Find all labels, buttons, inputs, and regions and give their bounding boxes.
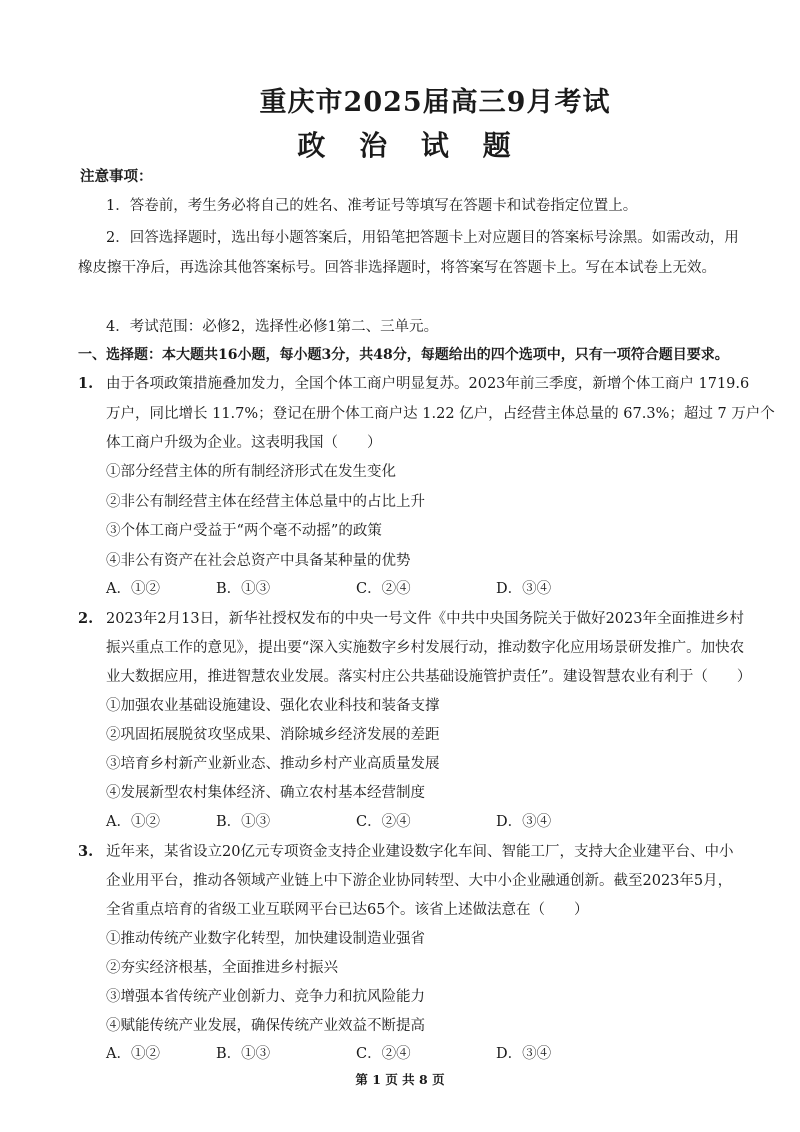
page-subtitle: 政 治 试 题 — [297, 129, 523, 162]
notes-heading: 注意事项： — [80, 168, 153, 185]
question-stem-line: 万户，同比增长 11.7%；登记在册个体工商户达 1.22 亿户，占经营主体总量的 67.3%；超过 7 万户个 — [106, 406, 775, 422]
note-4: 4．考试范围：必修2，选择性必修1第二、三单元。 — [106, 319, 439, 335]
question-number: 2. — [78, 610, 94, 627]
page-title: 重庆市2025届高三9月考试 — [259, 87, 611, 118]
statement-item: ③培育乡村新产业新业态、推动乡村产业高质量发展 — [106, 756, 440, 772]
note-2-line-2: 橡皮擦干净后，再选涂其他答案标号。回答非选择题时，将答案写在答题卡上。写在本试卷上无效。 — [78, 260, 716, 276]
statement-item: ④非公有资产在社会总资产中具备某种量的优势 — [106, 553, 411, 569]
question-stem-line: 全省重点培育的省级工业互联网平台已达65个。该省上述做法意在（ ） — [106, 902, 589, 918]
answer-option-d: D．③④ — [496, 581, 552, 597]
question-stem-line: 近年来，某省设立20亿元专项资金支持企业建设数字化车间、智能工厂，支持大企业建平台、中小 — [106, 844, 734, 860]
answer-option-c: C．②④ — [356, 581, 411, 597]
answer-option-c: C．②④ — [356, 814, 411, 830]
answer-option-a: A．①② — [106, 581, 160, 597]
statement-item: ③个体工商户受益于“两个毫不动摇”的政策 — [106, 523, 382, 539]
answer-option-d: D．③④ — [496, 814, 552, 830]
statement-item: ②非公有制经营主体在经营主体总量中的占比上升 — [106, 494, 425, 510]
statement-item: ①推动传统产业数字化转型，加快建设制造业强省 — [106, 931, 425, 947]
question-stem-line: 振兴重点工作的意见》，提出要“深入实施数字乡村发展行动，推动数字化应用场景研发推广。加快农 — [106, 640, 745, 656]
answer-option-a: A．①② — [106, 1046, 160, 1062]
note-1: 1．答卷前，考生务必将自己的姓名、准考证号等填写在答题卡和试卷指定位置上。 — [106, 198, 638, 214]
statement-item: ②巩固拓展脱贫攻坚成果、消除城乡经济发展的差距 — [106, 727, 440, 743]
section-heading: 一、选择题：本大题共16小题，每小题3分，共48分，每题给出的四个选项中，只有一项符合题目要求。 — [78, 347, 729, 363]
answer-option-d: D．③④ — [496, 1046, 552, 1062]
statement-item: ①部分经营主体的所有制经济形式在发生变化 — [106, 464, 396, 480]
answer-option-b: B．①③ — [216, 814, 271, 830]
question-stem-line: 2023年2月13日，新华社授权发布的中央一号文件《中共中央国务院关于做好2023年全面推进乡村 — [106, 611, 744, 627]
answer-option-c: C．②④ — [356, 1046, 411, 1062]
note-2-line-1: 2．回答选择题时，选出每小题答案后，用铅笔把答题卡上对应题目的答案标号涂黑。如需改动，用 — [106, 230, 739, 246]
question-stem-line: 由于各项政策措施叠加发力，全国个体工商户明显复苏。2023年前三季度，新增个体工商户 1719.6 — [106, 376, 750, 392]
statement-item: ④发展新型农村集体经济、确立农村基本经营制度 — [106, 785, 425, 801]
page-footer: 第 1 页 共 8 页 — [355, 1072, 445, 1087]
statement-item: ①加强农业基础设施建设、强化农业科技和装备支撑 — [106, 698, 440, 714]
question-stem-line: 体工商户升级为企业。这表明我国（ ） — [106, 435, 382, 451]
statement-item: ③增强本省传统产业创新力、竞争力和抗风险能力 — [106, 989, 425, 1005]
answer-option-b: B．①③ — [216, 581, 271, 597]
answer-option-a: A．①② — [106, 814, 160, 830]
answer-option-b: B．①③ — [216, 1046, 271, 1062]
statement-item: ④赋能传统产业发展，确保传统产业效益不断提高 — [106, 1018, 425, 1034]
question-stem-line: 业大数据应用，推进智慧农业发展。落实村庄公共基础设施管护责任”。建设智慧农业有利于（ ） — [106, 669, 752, 685]
question-stem-line: 企业用平台，推动各领域产业链上中下游企业协同转型、大中小企业融通创新。截至2023年5月， — [106, 873, 733, 889]
question-number: 3. — [78, 843, 94, 860]
question-number: 1. — [78, 375, 94, 392]
statement-item: ②夯实经济根基，全面推进乡村振兴 — [106, 960, 338, 976]
